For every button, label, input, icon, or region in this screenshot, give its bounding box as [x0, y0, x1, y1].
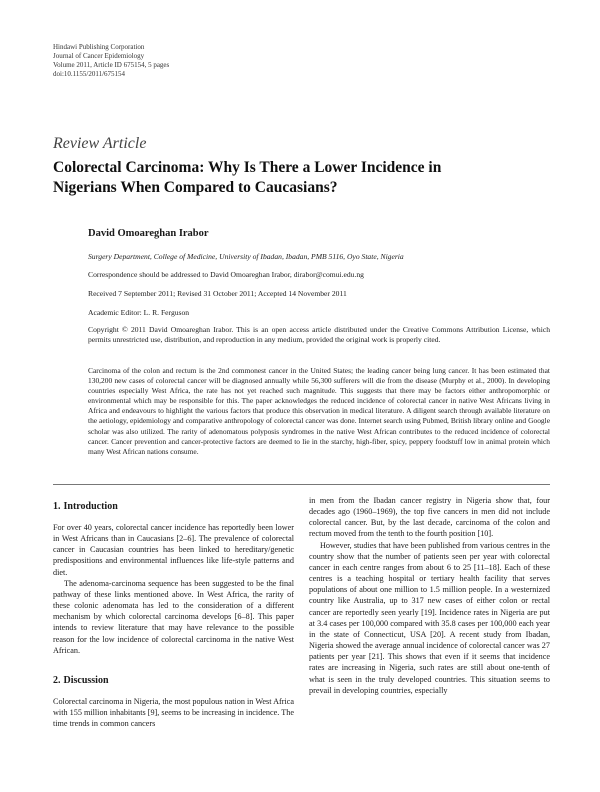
discussion-paragraph-2: However, studies that have been published from various centres in the country show that the number of patients seen per year with colorectal cancer in each centre ranges from about 6 to 25 [11–18]. Each of these centres is a teaching hospital or tertiary health facility that serves populations of about one million to 1.5 million people. In a westernized country like Australia, up to 317 new cases of either colon or rectal cancer are reportedly seen yearly [19]. Incidence rates in Nigeria are put at 3.4 cases per 100,000 compared with 35.8 cases per 100,000 each year in the state of Connecticut, USA [20]. A recent study from Ibadan, Nigeria showed the average annual incidence of colorectal cancer was 27 patients per year [21]. This shows that even if it seems that incidence rates are increasing in Nigeria, such rates are still about one-tenth of what is seen in the truly developed countries. This situation seems to prevail in developing countries, especially: [309, 540, 550, 695]
article-title: [53, 158, 553, 197]
title-line-2: Nigerians When Compared to Caucasians?: [53, 178, 338, 196]
journal-header: [53, 43, 353, 79]
author-name: David Omoareghan Irabor: [88, 228, 209, 239]
left-column: [53, 500, 294, 729]
copyright-notice: Copyright © 2011 David Omoareghan Irabor. This is an open access article distributed under the Creative Commons Attribution License, which permits unrestricted use, distribution, and reproduction in any medium, provided the original work is properly cited.: [88, 325, 550, 344]
correspondence: Correspondence should be addressed to David Omoareghan Irabor, dirabor@comui.edu.ng: [88, 270, 364, 279]
submission-dates: Received 7 September 2011; Revised 31 October 2011; Accepted 14 November 2011: [88, 289, 347, 298]
publisher-name: Hindawi Publishing Corporation: [53, 43, 145, 51]
intro-paragraph-1: For over 40 years, colorectal cancer incidence has reportedly been lower in West Africans than in Caucasians [2–6]. The prevalence of colorectal cancer in Caucasian countries has been linked to hereditary/genetic predispositions and environmental influences like life-style patterns and diet.: [53, 523, 294, 577]
affiliation: Surgery Department, College of Medicine, University of Ibadan, Ibadan, PMB 5116, Oyo State, Nigeria: [88, 252, 404, 261]
intro-title: Introduction: [63, 501, 118, 512]
intro-heading: [53, 500, 294, 513]
intro-paragraph-2: The adenoma-carcinoma sequence has been suggested to be the final pathway of these links mentioned above. In West Africa, the rarity of these colonic adenomata has led to the consideration of a different mechanism by which colorectal carcinoma develops [6–8]. This paper intends to review literature that may have relevance to the possible reason for the low incidence of colorectal carcinoma in the native West African.: [53, 578, 294, 655]
discussion-heading: [53, 674, 294, 687]
academic-editor: Academic Editor: L. R. Ferguson: [88, 308, 190, 317]
discussion-paragraph-continued: in men from the Ibadan cancer registry in Nigeria show that, four decades ago (1960–1969), the top five cancers in men did not include colorectal cancer. But, by the last decade, carcinoma of the colon and rectum moved from the tenth to the fourth position [10].: [309, 496, 550, 539]
volume-info: Volume 2011, Article ID 675154, 5 pages: [53, 61, 170, 69]
intro-number: 1.: [53, 501, 61, 512]
article-type: Review Article: [53, 135, 147, 152]
journal-name: Journal of Cancer Epidemiology: [53, 52, 145, 60]
discussion-number: 2.: [53, 674, 61, 686]
abstract: Carcinoma of the colon and rectum is the 2nd commonest cancer in the United States; the leading cancer being lung cancer. It has been estimated that 130,200 new cases of colorectal cancer will be diagnosed annually while 56,300 sufferers will die from the disease (Murphy et al., 2000). In developing countries especially West Africa, the rate has not yet reached such magnitude. This suggests that there may be factors either anthropomorphic or environmental which may be responsible for this. The paper acknowledges the reduced incidence of colorectal cancer in native West Africans living in Africa and endeavours to highlight the various factors that produce this observation in medical literature. A diligent search through available literature on the aetiology, epidemiology and comparative anthropology of colorectal cancer was done. Internet search using Pubmed, British library online and Google scholar was also utilized. The rarity of adenomatous polyposis syndromes in the native West African contributes to the reduced incidence of colorectal cancer. Cancer prevention and cancer-protective factors are deemed to lie in the starchy, high-fiber, spicy, peppery foodstuff low in animal protein which many West African nations consume.: [88, 366, 550, 456]
section-divider: [53, 484, 550, 485]
doi: doi:10.1155/2011/675154: [53, 70, 126, 78]
title-line-1: Colorectal Carcinoma: Why Is There a Lower Incidence in: [53, 159, 442, 176]
discussion-title: Discussion: [63, 674, 109, 686]
discussion-paragraph-1: Colorectal carcinoma in Nigeria, the most populous nation in West Africa with 155 million inhabitants [9], seems to be increasing in incidence. The time trends in common cancers: [53, 696, 294, 729]
right-column: [309, 495, 550, 696]
